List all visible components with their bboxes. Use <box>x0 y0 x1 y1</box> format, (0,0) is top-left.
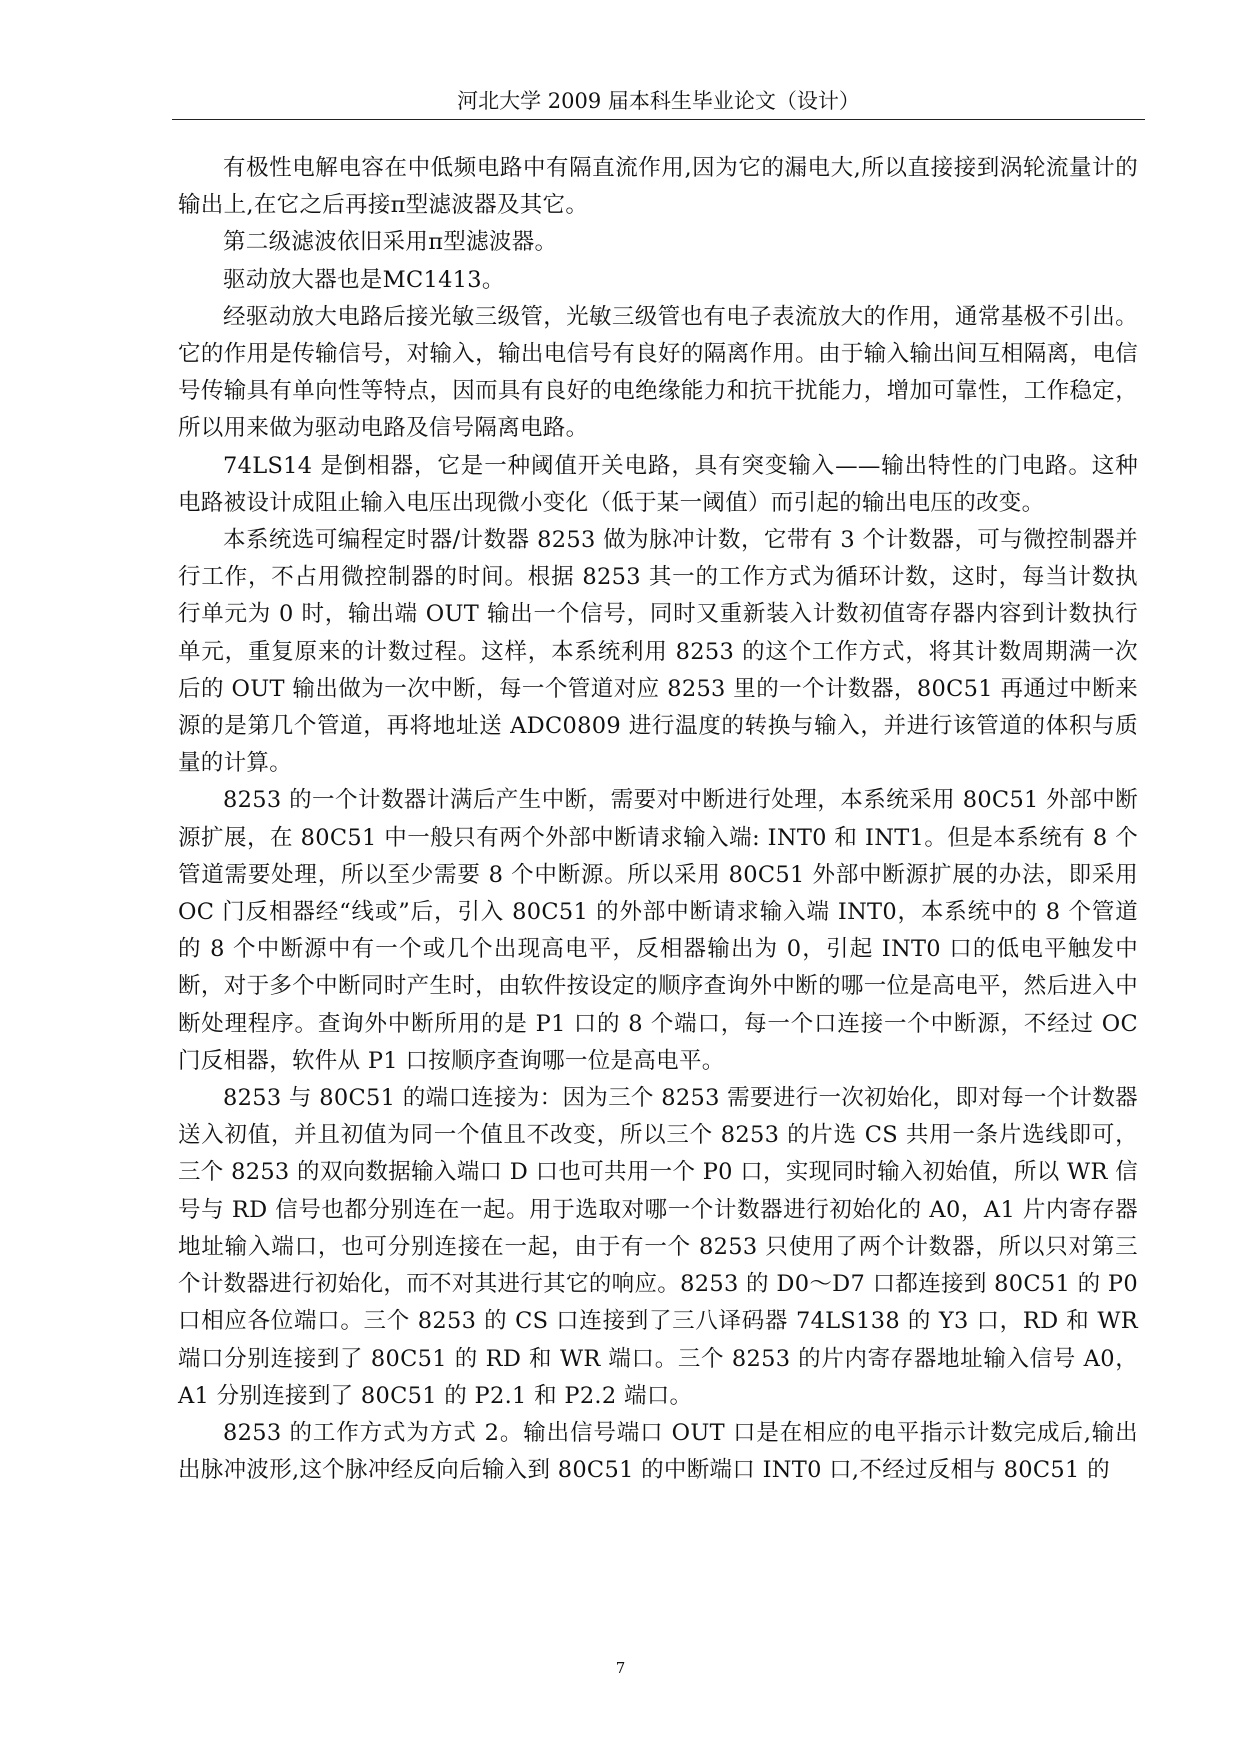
paragraph-driver-amplifier: 驱动放大器也是MC1413。 <box>223 266 505 293</box>
paragraph-phototransistor: 经驱动放大电路后接光敏三级管，光敏三级管也有电子表流放大的作用，通常基极不引出。它的作用是传输信号，对输入，输出电信号有良好的隔离作用。由于输入输出间互相隔离，电信号传输具有单向性等特点，因而具有良好的电绝缘能力和抗干扰能力，增加可靠性，工作稳定，所以用来做为驱动电路及信号隔离电路。 <box>178 303 1138 442</box>
page-header-title: 河北大学 2009 届本科生毕业论文（设计） <box>457 89 860 113</box>
header-divider <box>172 119 1145 120</box>
paragraph-inverter: 74LS14 是倒相器，它是一种阈值开关电路，具有突变输入——输出特性的门电路。这种电路被设计成阻止输入电压出现微小变化（低于某一阈值）而引起的输出电压的改变。 <box>178 452 1138 516</box>
body-text <box>178 150 1138 1489</box>
paragraph-interrupt-expansion: 8253 的一个计数器计满后产生中断，需要对中断进行处理，本系统采用 80C51 外部中断源扩展，在 80C51 中一般只有两个外部中断请求输入端: INT0 和 INT1。但是本系统有 8 个管道需要处理，所以至少需要 8 个中断源。所以采用 80C51 外部中断源扩展的办法，即采用 OC 门反相器经“线或”后，引入 80C51 的外部中断请求输入端 INT0，本系统中的 8 个管道的 8 个中断源中有一个或几个出现高电平，反相器输出为 0，引起 INT0 口的低电平触发中断，对于多个中断同时产生时，由软件按设定的顺序查询外中断的哪一位是高电平，然后进入中断处理程序。查询外中断所用的是 P1 口的 8 个端口，每一个口连接一个中断源，不经过 OC 门反相器，软件从 P1 口按顺序查询哪一位是高电平。 <box>178 787 1138 1074</box>
page-number: 7 <box>615 1659 626 1677</box>
paragraph-second-filter: 第二级滤波依旧采用π型滤波器。 <box>223 229 558 256</box>
paragraph-working-mode: 8253 的工作方式为方式 2。输出信号端口 OUT 口是在相应的电平指示计数完成后,输出出脉冲波形,这个脉冲经反向后输入到 80C51 的中断端口 INT0 口,不经过反相与 80C51 的 <box>178 1419 1138 1484</box>
paragraph-8253-counting: 本系统选可编程定时器/计数器 8253 做为脉冲计数，它带有 3 个计数器，可与微控制器并行工作，不占用微控制器的时间。根据 8253 其一的工作方式为循环计数，这时，每当计数执行单元为 0 时，输出端 OUT 输出一个信号，同时又重新装入计数初值寄存器内容到计数执行单元，重复原来的计数过程。这样，本系统利用 8253 的这个工作方式，将其计数周期满一次后的 OUT 输出做为一次中断，每一个管道对应 8253 里的一个计数器，80C51 再通过中断来源的是第几个管道，再将地址送 ADC0809 进行温度的转换与输入，并进行该管道的体积与质量的计算。 <box>178 527 1138 777</box>
paragraph-port-connections: 8253 与 80C51 的端口连接为：因为三个 8253 需要进行一次初始化，即对每一个计数器送入初值，并且初值为同一个值且不改变，所以三个 8253 的片选 CS 共用一条片选线即可，三个 8253 的双向数据输入端口 D 口也可共用一个 P0 口，实现同时输入初始值，所以 WR 信号与 RD 信号也都分别连在一起。用于选取对哪一个计数器进行初始化的 A0，A1 片内寄存器地址输入端口，也可分别连接在一起，由于有一个 8253 只使用了两个计数器，所以只对第三个计数器进行初始化，而不对其进行其它的响应。8253 的 D0～D7 口都连接到 80C51 的 P0 口相应各位端口。三个 8253 的 CS 口连接到了三八译码器 74LS138 的 Y3 口，RD 和 WR 端口分别连接到了 80C51 的 RD 和 WR 端口。三个 8253 的片内寄存器地址输入信号 A0，A1 分别连接到了 80C51 的 P2.1 和 P2.2 端口。 <box>178 1085 1138 1409</box>
paragraph-capacitor: 有极性电解电容在中低频电路中有隔直流作用,因为它的漏电大,所以直接接到涡轮流量计的输出上,在它之后再接π型滤波器及其它。 <box>178 155 1138 219</box>
